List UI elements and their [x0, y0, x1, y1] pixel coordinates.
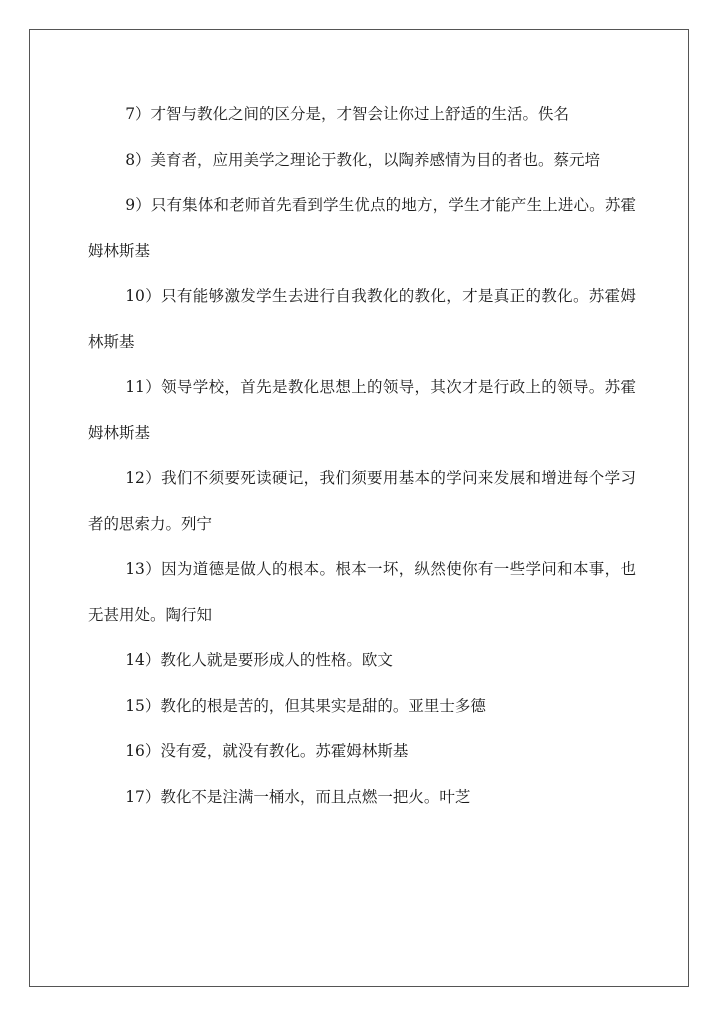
quote-13: 13）因为道德是做人的根本。根本一坏，纵然使你有一些学问和本事，也无甚用处。陶行知: [88, 560, 636, 624]
quote-8: 8）美育者，应用美学之理论于教化，以陶养感情为目的者也。蔡元培: [125, 150, 601, 169]
quote-12: 12）我们不须要死读硬记，我们须要用基本的学问来发展和增进每个学习者的思索力。列宁: [88, 469, 636, 533]
document-body: [88, 92, 636, 820]
quote-7: 7）才智与教化之间的区分是，才智会让你过上舒适的生活。佚名: [125, 105, 570, 123]
quote-16: 16）没有爱，就没有教化。苏霍姆林斯基: [125, 742, 409, 760]
quote-11: 11）领导学校，首先是教化思想上的领导，其次才是行政上的领导。苏霍姆林斯基: [88, 378, 636, 442]
quote-17: 17）教化不是注满一桶水，而且点燃一把火。叶芝: [125, 787, 471, 806]
quote-14: 14）教化人就是要形成人的性格。欧文: [125, 651, 393, 669]
quote-10: 10）只有能够激发学生去进行自我教化的教化，才是真正的教化。苏霍姆林斯基: [88, 287, 636, 351]
quote-9: 9）只有集体和老师首先看到学生优点的地方，学生才能产生上进心。苏霍姆林斯基: [88, 196, 636, 260]
quote-15: 15）教化的根是苦的，但其果实是甜的。亚里士多德: [125, 696, 486, 715]
